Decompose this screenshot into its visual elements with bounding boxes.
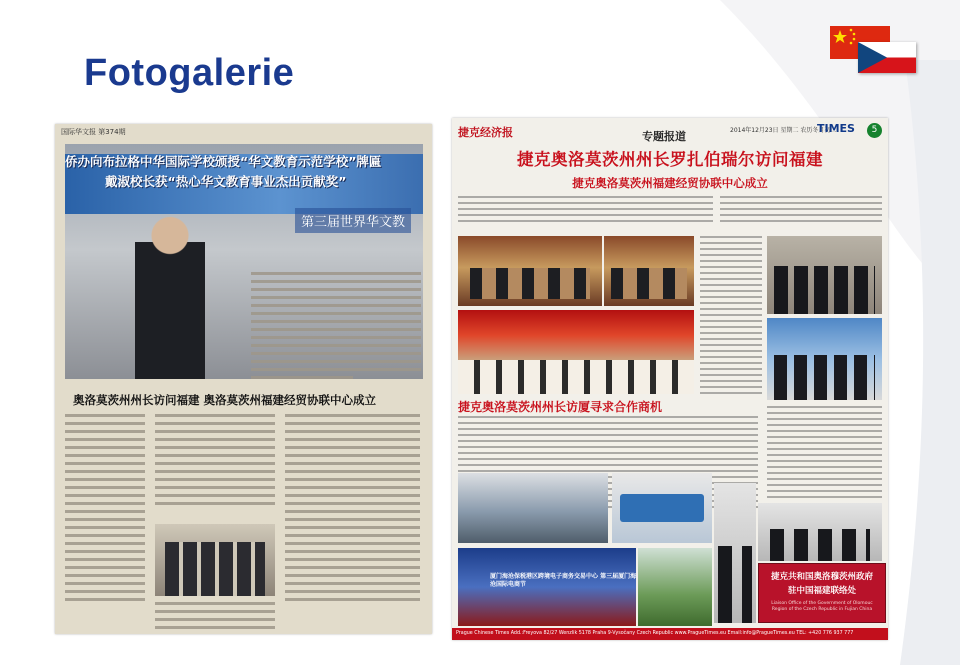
left-text-column-c	[285, 414, 420, 606]
left-photo-caption: 第三届世界华文教	[295, 208, 411, 233]
group-photo-2	[767, 318, 882, 400]
right-masthead: 捷克经济报	[458, 126, 513, 139]
right-intro-text	[458, 196, 713, 226]
left-text-column-d	[155, 602, 275, 634]
plaque-line3: Liaison Office of the Government of Olomouc Region of the Czech Republic in Fujian China	[771, 601, 873, 612]
plaque-line1: 捷克共和国奥洛穆茨州政府	[770, 572, 873, 582]
liaison-office-plaque	[758, 563, 886, 623]
right-footer: Prague Chinese Times Add.:Freyova 82/27 Wenzlik 5178 Praha 9-Vysočany Czech Republic www.PragueTimes.eu Email:info@PragueTimes.eu TEL: +420 776 937 777	[452, 628, 888, 640]
left-headline-line2: 戴淑校长获“热心华文教育事业杰出贡献奖”	[105, 174, 347, 189]
group-photo-1	[767, 236, 882, 314]
right-text-column-mid	[700, 236, 762, 398]
right-date: 2014年12月23日 星期二 农历冬月初二	[730, 127, 837, 134]
left-headline	[65, 152, 423, 192]
left-group-photo	[155, 524, 275, 596]
right-masthead-bar	[452, 118, 888, 142]
office-photo	[714, 483, 756, 623]
left-newspaper-clipping[interactable]	[55, 124, 432, 634]
page-title: Fotogalerie	[84, 52, 295, 94]
right-intro-text-2	[720, 196, 882, 226]
right-text-column-side	[767, 406, 882, 502]
right-section-headline: 捷克奥洛莫茨州州长访厦寻求合作商机	[458, 400, 663, 414]
plaque-line2: 驻中国福建联络处	[787, 586, 856, 596]
left-text-column-a	[65, 414, 145, 606]
right-page-number: 5	[867, 123, 882, 138]
left-text-column-top	[251, 272, 421, 384]
bus-photo	[612, 473, 712, 543]
left-text-column-b	[155, 414, 275, 510]
right-section-label: 专题报道	[642, 130, 686, 143]
meeting-photo-1	[458, 236, 602, 306]
right-headline: 捷克奥洛莫茨州州长罗扎伯瑞尔访问福建	[517, 150, 823, 169]
czech-flag-icon	[858, 42, 916, 73]
banquet-photo	[458, 310, 694, 394]
left-subheadline: 奥洛莫茨州州长访问福建 奥洛莫茨州福建经贸协联中心成立	[73, 393, 377, 407]
ceremony-photo	[758, 503, 882, 561]
left-page-label: 国际华文报 第374期	[61, 128, 126, 136]
right-subheadline: 捷克奥洛莫茨州福建经贸协联中心成立	[572, 176, 768, 190]
right-newspaper-clipping[interactable]	[452, 118, 888, 640]
factory-photo	[458, 473, 608, 543]
right-brand: TIMES	[817, 122, 855, 135]
meeting-photo-2	[604, 236, 694, 306]
left-headline-line1: 侨办向布拉格中华国际学校颁授“华文教育示范学校”牌匾	[65, 154, 382, 169]
plant-photo	[638, 548, 712, 626]
stage-caption: 厦门海沧保税港区跨境电子商务交易中心 第三届厦门海沧国际电商节	[490, 573, 637, 588]
